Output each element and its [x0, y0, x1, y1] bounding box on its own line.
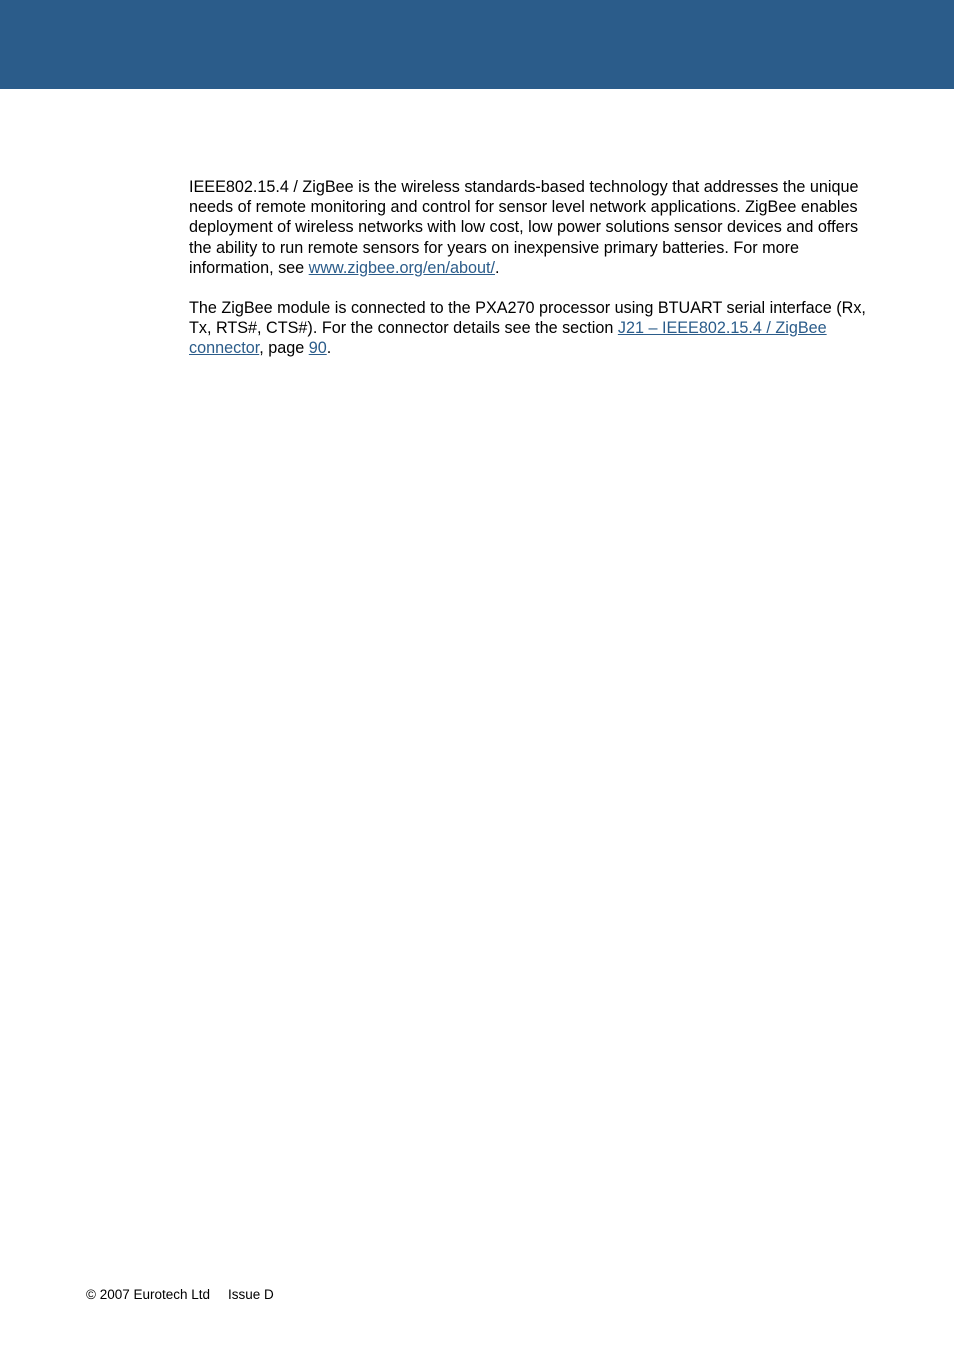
- footer-copyright: © 2007 Eurotech Ltd: [86, 1287, 211, 1302]
- header-band: [0, 0, 954, 89]
- zigbee-about-link[interactable]: www.zigbee.org/en/about/: [308, 258, 495, 277]
- page-number-link[interactable]: 90: [308, 339, 327, 358]
- connector-section-link[interactable]: J21 – IEEE802.15.4 / ZigBee connector: [189, 319, 827, 358]
- paragraph-zigbee-intro-text: IEEE802.15.4 / ZigBee is the wireless standards-based technology that addresses the unique needs of remote monitoring and control for sensor level network applications. ZigBee enables deployment of wireless networks with low cost, low power solutions sensor devices and offers the ability to run remote sensors for years on inexpensive primary batteries. For more information, see: [189, 178, 859, 277]
- paragraph-zigbee-intro-end: .: [494, 258, 500, 277]
- paragraph-zigbee-connection-middle: , page: [259, 339, 309, 358]
- main-content: [189, 177, 879, 359]
- paragraph-zigbee-connection: [189, 298, 879, 359]
- paragraph-zigbee-connection-end: .: [326, 339, 332, 358]
- page-footer: [86, 1286, 274, 1304]
- footer-issue: Issue D: [228, 1287, 274, 1302]
- paragraph-zigbee-connection-text: The ZigBee module is connected to the PXA270 processor using BTUART serial interface (Rx, Tx, RTS#, CTS#). For the connector details see the section: [189, 299, 866, 338]
- paragraph-zigbee-intro: [189, 177, 879, 278]
